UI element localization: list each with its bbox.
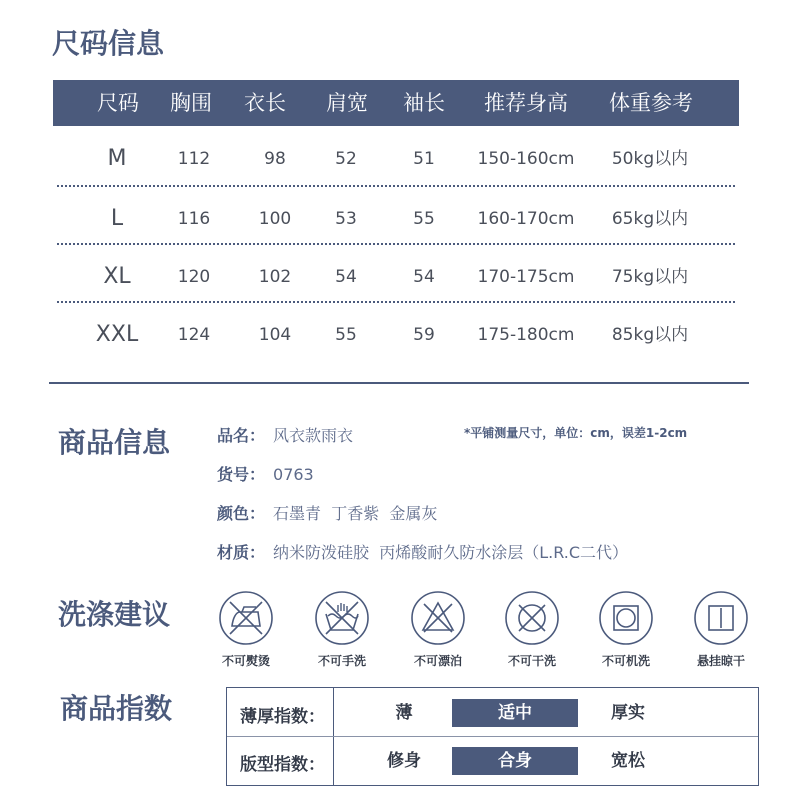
info-label: 材质： [217,543,266,562]
cell-sleeve: 55 [413,209,435,229]
no-dry-clean-icon [504,590,560,646]
header-length: 衣长 [244,91,286,115]
line-dry-icon [693,590,749,646]
table-row [53,130,739,188]
fit-option-loose: 宽松 [611,751,645,771]
fit-option-slim: 修身 [387,751,421,771]
cell-sleeve: 54 [413,267,435,287]
wash-section-title: 洗涤建议 [58,598,171,631]
info-value: 纳米防泼硅胶 丙烯酸耐久防水涂层（L.R.C二代） [273,543,628,562]
row-divider [57,243,735,245]
index-row-divider [227,736,758,737]
info-field-name [217,423,353,446]
section-divider [49,382,749,384]
info-value: 风衣款雨衣 [273,426,354,445]
wash-label: 不可漂泊 [413,654,462,668]
wash-label: 悬挂晾干 [696,654,745,668]
wash-label: 不可熨烫 [221,654,270,668]
cell-size: XXL [95,322,139,347]
wash-item-no-bleach [403,590,473,669]
cell-sleeve: 51 [413,149,435,169]
cell-height: 175-180cm [477,325,575,345]
cell-length: 104 [258,325,292,345]
cell-length: 102 [258,267,292,287]
cell-size: XL [103,264,131,289]
cell-weight: 65kg以内 [611,209,689,229]
fit-option-regular: 合身 [452,747,578,775]
header-sleeve: 袖长 [403,91,445,115]
thickness-option-medium: 适中 [452,699,578,727]
index-section-title: 商品指数 [60,692,173,725]
no-bleach-icon [410,590,466,646]
header-size: 尺码 [97,91,139,115]
cell-height: 150-160cm [477,149,575,169]
cell-shoulder: 55 [335,325,357,345]
cell-shoulder: 52 [335,149,357,169]
wash-label: 不可干洗 [507,654,556,668]
row-divider [57,185,735,187]
table-row [53,248,739,306]
info-value: 0763 [273,465,314,484]
header-height: 推荐身高 [484,91,568,115]
thickness-option-thick: 厚实 [611,703,645,723]
cell-size: L [110,206,124,231]
wash-item-no-hand-wash [307,590,377,669]
size-table-header [53,80,739,126]
cell-chest: 124 [177,325,211,345]
size-section-title: 尺码信息 [52,27,165,60]
wash-label: 不可手洗 [317,654,366,668]
wash-item-no-iron [211,590,281,669]
cell-weight: 75kg以内 [611,267,689,287]
cell-height: 160-170cm [477,209,575,229]
cell-chest: 112 [177,149,211,169]
cell-chest: 120 [177,267,211,287]
info-label: 品名： [217,426,266,445]
info-field-color [217,501,437,524]
cell-height: 170-175cm [477,267,575,287]
cell-shoulder: 53 [335,209,357,229]
cell-weight: 50kg以内 [611,149,689,169]
cell-weight: 85kg以内 [611,325,689,345]
row-divider [57,301,735,303]
wash-item-no-dry-clean [497,590,567,669]
no-tumble-dry-icon [598,590,654,646]
table-row [53,306,739,364]
cell-chest: 116 [177,209,211,229]
cell-length: 98 [264,149,286,169]
fit-label: 版型指数： [240,755,325,775]
no-hand-wash-icon [314,590,370,646]
info-label: 颜色： [217,504,266,523]
cell-sleeve: 59 [413,325,435,345]
product-info-title: 商品信息 [58,426,171,459]
info-value: 石墨青 丁香紫 金属灰 [273,504,438,523]
wash-label: 不可机洗 [601,654,650,668]
info-field-material [217,540,628,563]
wash-item-no-tumble-dry [591,590,661,669]
cell-size: M [107,146,127,171]
cell-shoulder: 54 [335,267,357,287]
header-shoulder: 肩宽 [326,91,368,115]
measurement-note: *平铺测量尺寸，单位：cm，误差1-2cm [464,426,688,440]
thickness-label: 薄厚指数： [240,707,325,727]
wash-item-line-dry [686,590,756,669]
table-row [53,190,739,248]
header-weight: 体重参考 [609,91,693,115]
info-field-sku [217,462,314,485]
header-chest: 胸围 [170,91,212,115]
no-iron-icon [218,590,274,646]
thickness-option-thin: 薄 [395,703,413,723]
cell-length: 100 [258,209,292,229]
info-label: 货号： [217,465,266,484]
